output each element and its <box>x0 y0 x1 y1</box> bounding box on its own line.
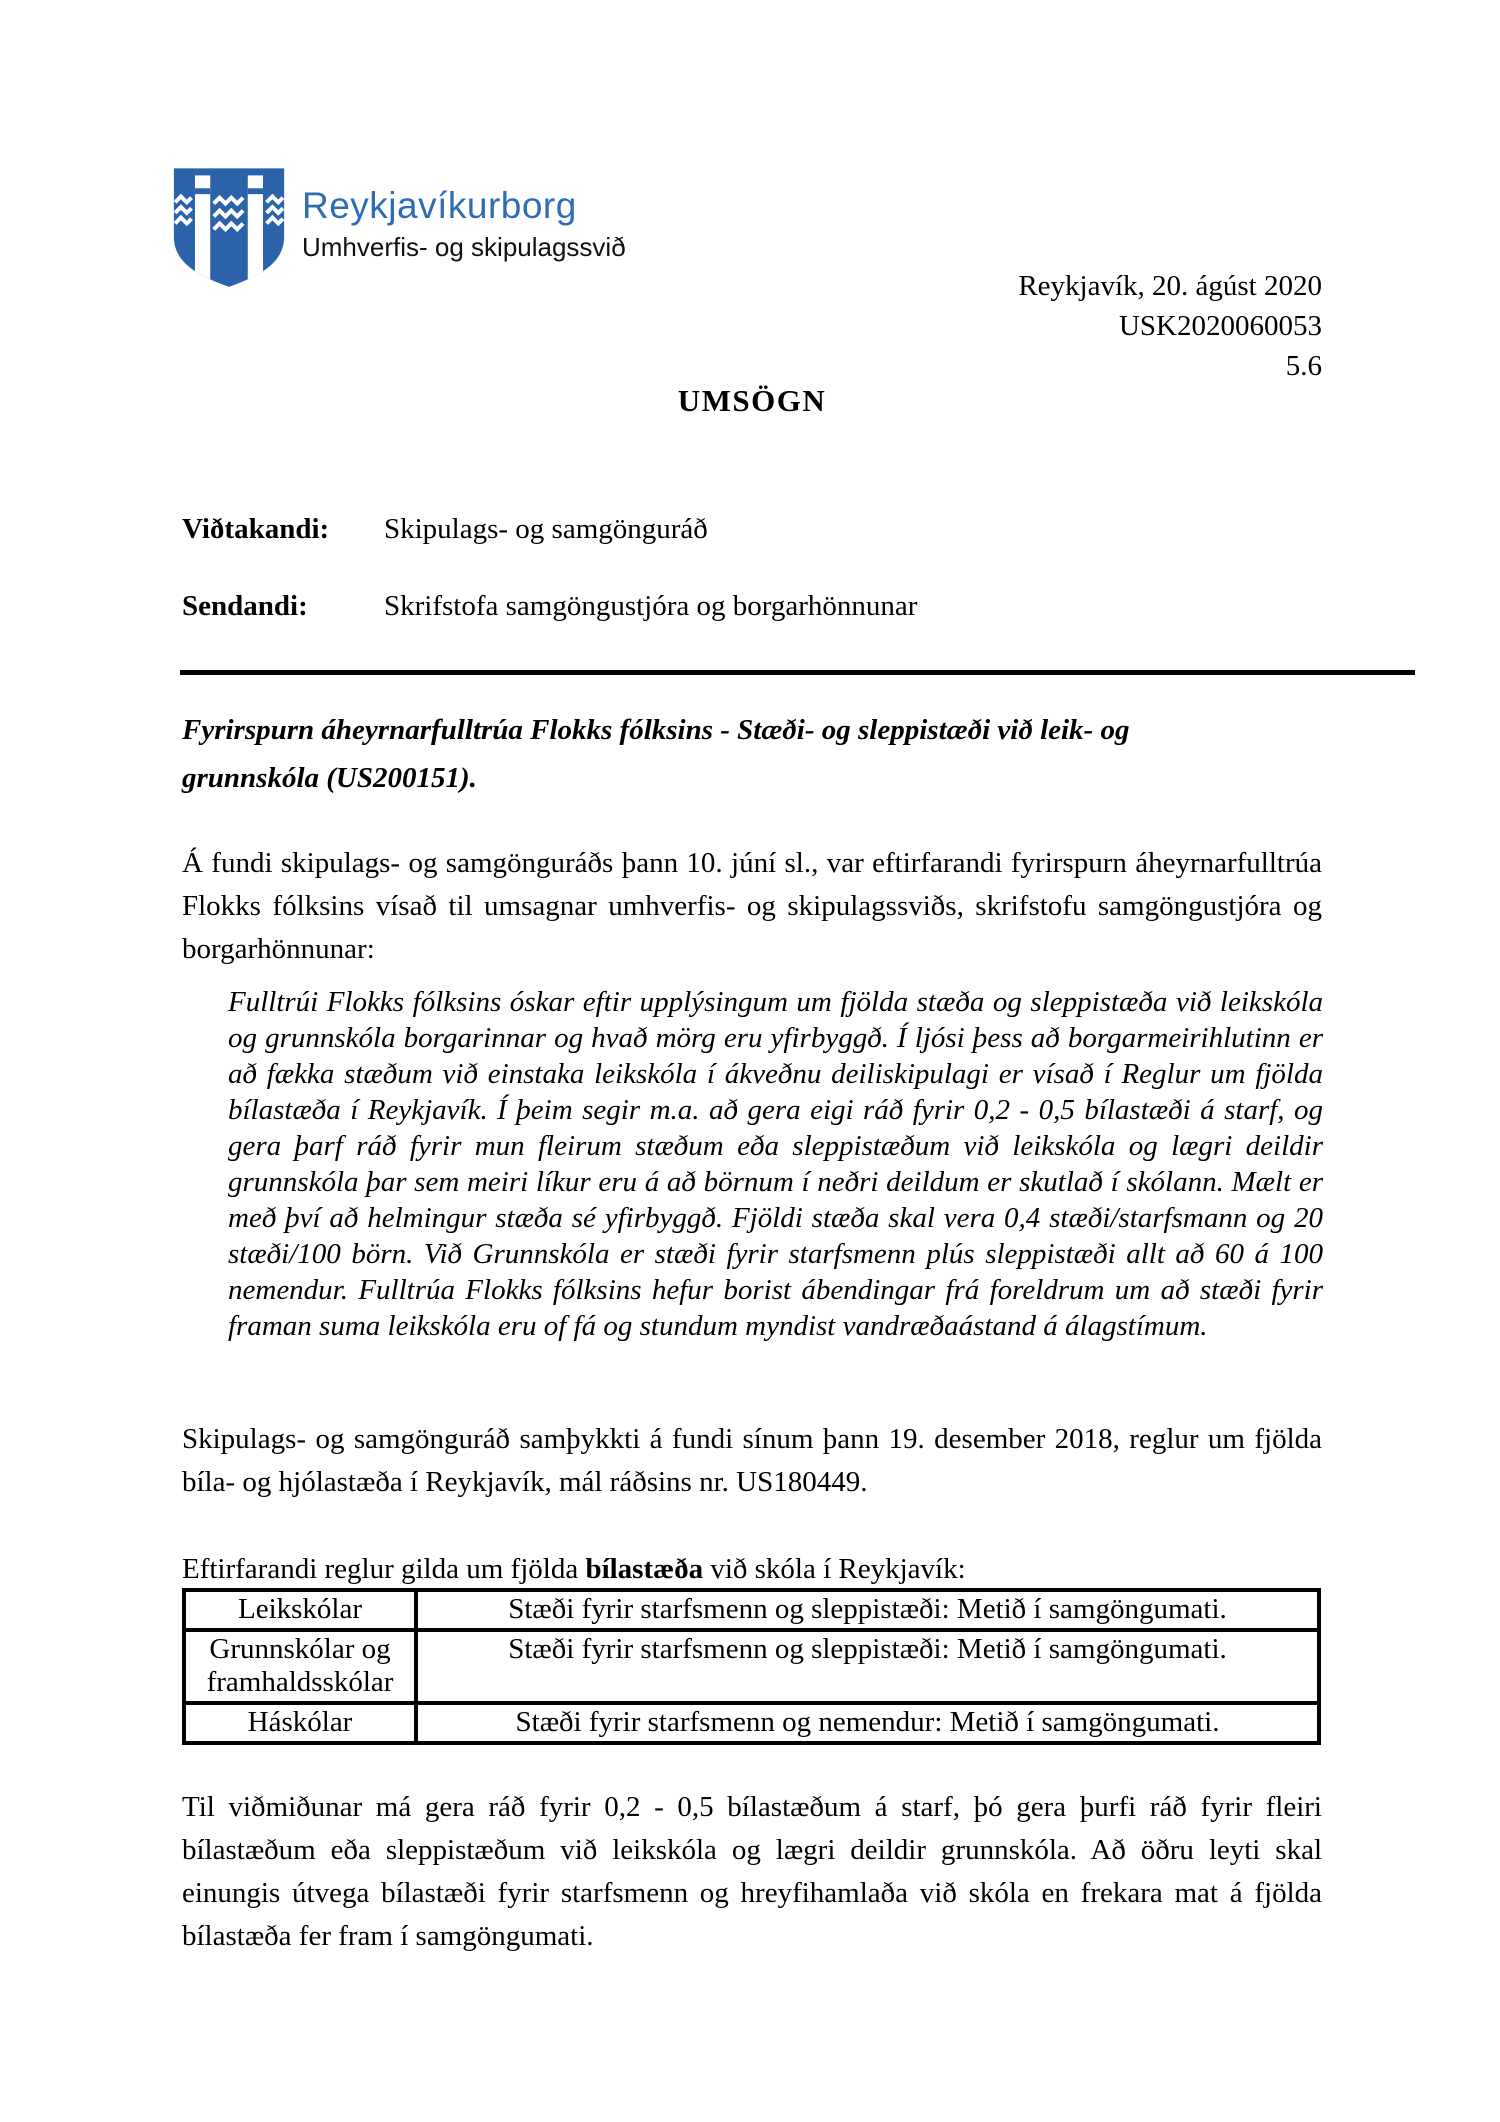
document-meta <box>1018 266 1322 386</box>
table-row <box>184 1703 1319 1743</box>
sender-row <box>182 589 917 623</box>
rules-intro-post: við skóla í Reykjavík: <box>703 1553 966 1585</box>
subject-line-1: Fyrirspurn áheyrnarfulltrúa Flokks fólksins - Stæði- og sleppistæði við leik- og <box>182 714 1130 746</box>
rule-cell: Stæði fyrir starfsmenn og sleppistæði: Metið í samgöngumati. <box>416 1630 1319 1703</box>
org-division: Umhverfis- og skipulagssvið <box>302 232 626 262</box>
subject-heading <box>182 706 1362 802</box>
recipient-value: Skipulags- og samgönguráð <box>384 513 708 545</box>
subject-line-2: grunnskóla (US200151). <box>182 762 477 794</box>
school-type-cell: Leikskólar <box>184 1590 416 1630</box>
org-logo <box>170 166 626 288</box>
rule-cell: Stæði fyrir starfsmenn og sleppistæði: Metið í samgöngumati. <box>416 1590 1319 1630</box>
logo-text <box>302 166 626 262</box>
intro-paragraph: Á fundi skipulags- og samgönguráðs þann 10. júní sl., var eftirfarandi fyrirspurn áheyrnarfulltrúa Flokks fólksins vísað til umsagnar umhverfis- og skipulagssviðs, skrifstofu samgöngustjóra og borgarhönnunar: <box>182 847 1322 965</box>
school-type-cell: Háskólar <box>184 1703 416 1743</box>
recipient-row <box>182 512 917 546</box>
inquiry-quote-paragraph: Fulltrúi Flokks fólksins óskar eftir upplýsingum um fjölda stæða og sleppistæða við leikskóla og grunnskóla borgarinnar og hvað mörg eru yfirbyggð. Í ljósi þess að borgarmeirihlutinn er að fækka stæðum við einstaka leikskóla í ákveðnu deiliskipulagi er vísað í Reglur um fjölda bílastæða í Reykjavík. Í þeim segir m.a. að gera eigi ráð fyrir 0,2 - 0,5 bílastæði á starf, og gera þarf ráð fyrir mun fleirum stæðum eða sleppistæðum við leikskóla og lægri deildir grunnskóla þar sem meiri líkur eru á að börnum í neðri deildum er skutlað í skólann. Mælt er með því að helmingur stæða sé yfirbyggð. Fjöldi stæða skal vera 0,4 stæði/starfsmann og 20 stæði/100 börn. Við Grunnskóla er stæði fyrir starfsmenn plús sleppistæði allt að 60 á 100 nemendur. Fulltrúa Flokks fólksins hefur borist ábendingar frá foreldrum um að stæði fyrir framan suma leikskóla eru of fá og stundum myndist vandræðaástand á álagstímum. <box>228 986 1323 1342</box>
addressing-block <box>182 512 917 666</box>
document-title: UMSÖGN <box>677 383 827 418</box>
rules-intro-paragraph <box>182 1548 1322 1591</box>
rules-intro-pre: Eftirfarandi reglur gilda um fjölda <box>182 1553 586 1585</box>
parking-rules-table <box>182 1588 1321 1745</box>
school-type-cell: Grunnskólar og framhaldsskólar <box>184 1630 416 1703</box>
reykjavik-coat-of-arms-icon <box>170 166 288 288</box>
divider-rule <box>180 670 1415 675</box>
sender-label: Sendandi: <box>182 590 308 622</box>
recipient-label: Viðtakandi: <box>182 513 330 545</box>
rules-intro-bold-word: bílastæða <box>585 1553 704 1585</box>
guideline-paragraph: Til viðmiðunar má gera ráð fyrir 0,2 - 0,5 bílastæðum á starf, þó gera þurfi ráð fyrir fleiri bílastæðum eða sleppistæðum við leikskóla og lægri deildir grunnskóla. Að öðru leyti skal einungis útvega bílastæði fyrir starfsmenn og hreyfihamlaða við skóla en frekara mat á fjölda bílastæða fer fram í samgöngumati. <box>182 1791 1322 1952</box>
case-number: USK2020060053 <box>1118 310 1322 342</box>
table-row <box>184 1630 1319 1703</box>
sender-value: Skrifstofa samgöngustjóra og borgarhönnunar <box>384 590 918 622</box>
approval-paragraph: Skipulags- og samgönguráð samþykkti á fundi sínum þann 19. desember 2018, reglur um fjölda bíla- og hjólastæða í Reykjavík, mál ráðsins nr. US180449. <box>182 1423 1322 1498</box>
table-row <box>184 1590 1319 1630</box>
agenda-item: 5.6 <box>1285 350 1322 382</box>
rule-cell: Stæði fyrir starfsmenn og nemendur: Metið í samgöngumati. <box>416 1703 1319 1743</box>
place-and-date: Reykjavík, 20. ágúst 2020 <box>1018 270 1322 302</box>
org-name: Reykjavíkurborg <box>302 185 577 226</box>
